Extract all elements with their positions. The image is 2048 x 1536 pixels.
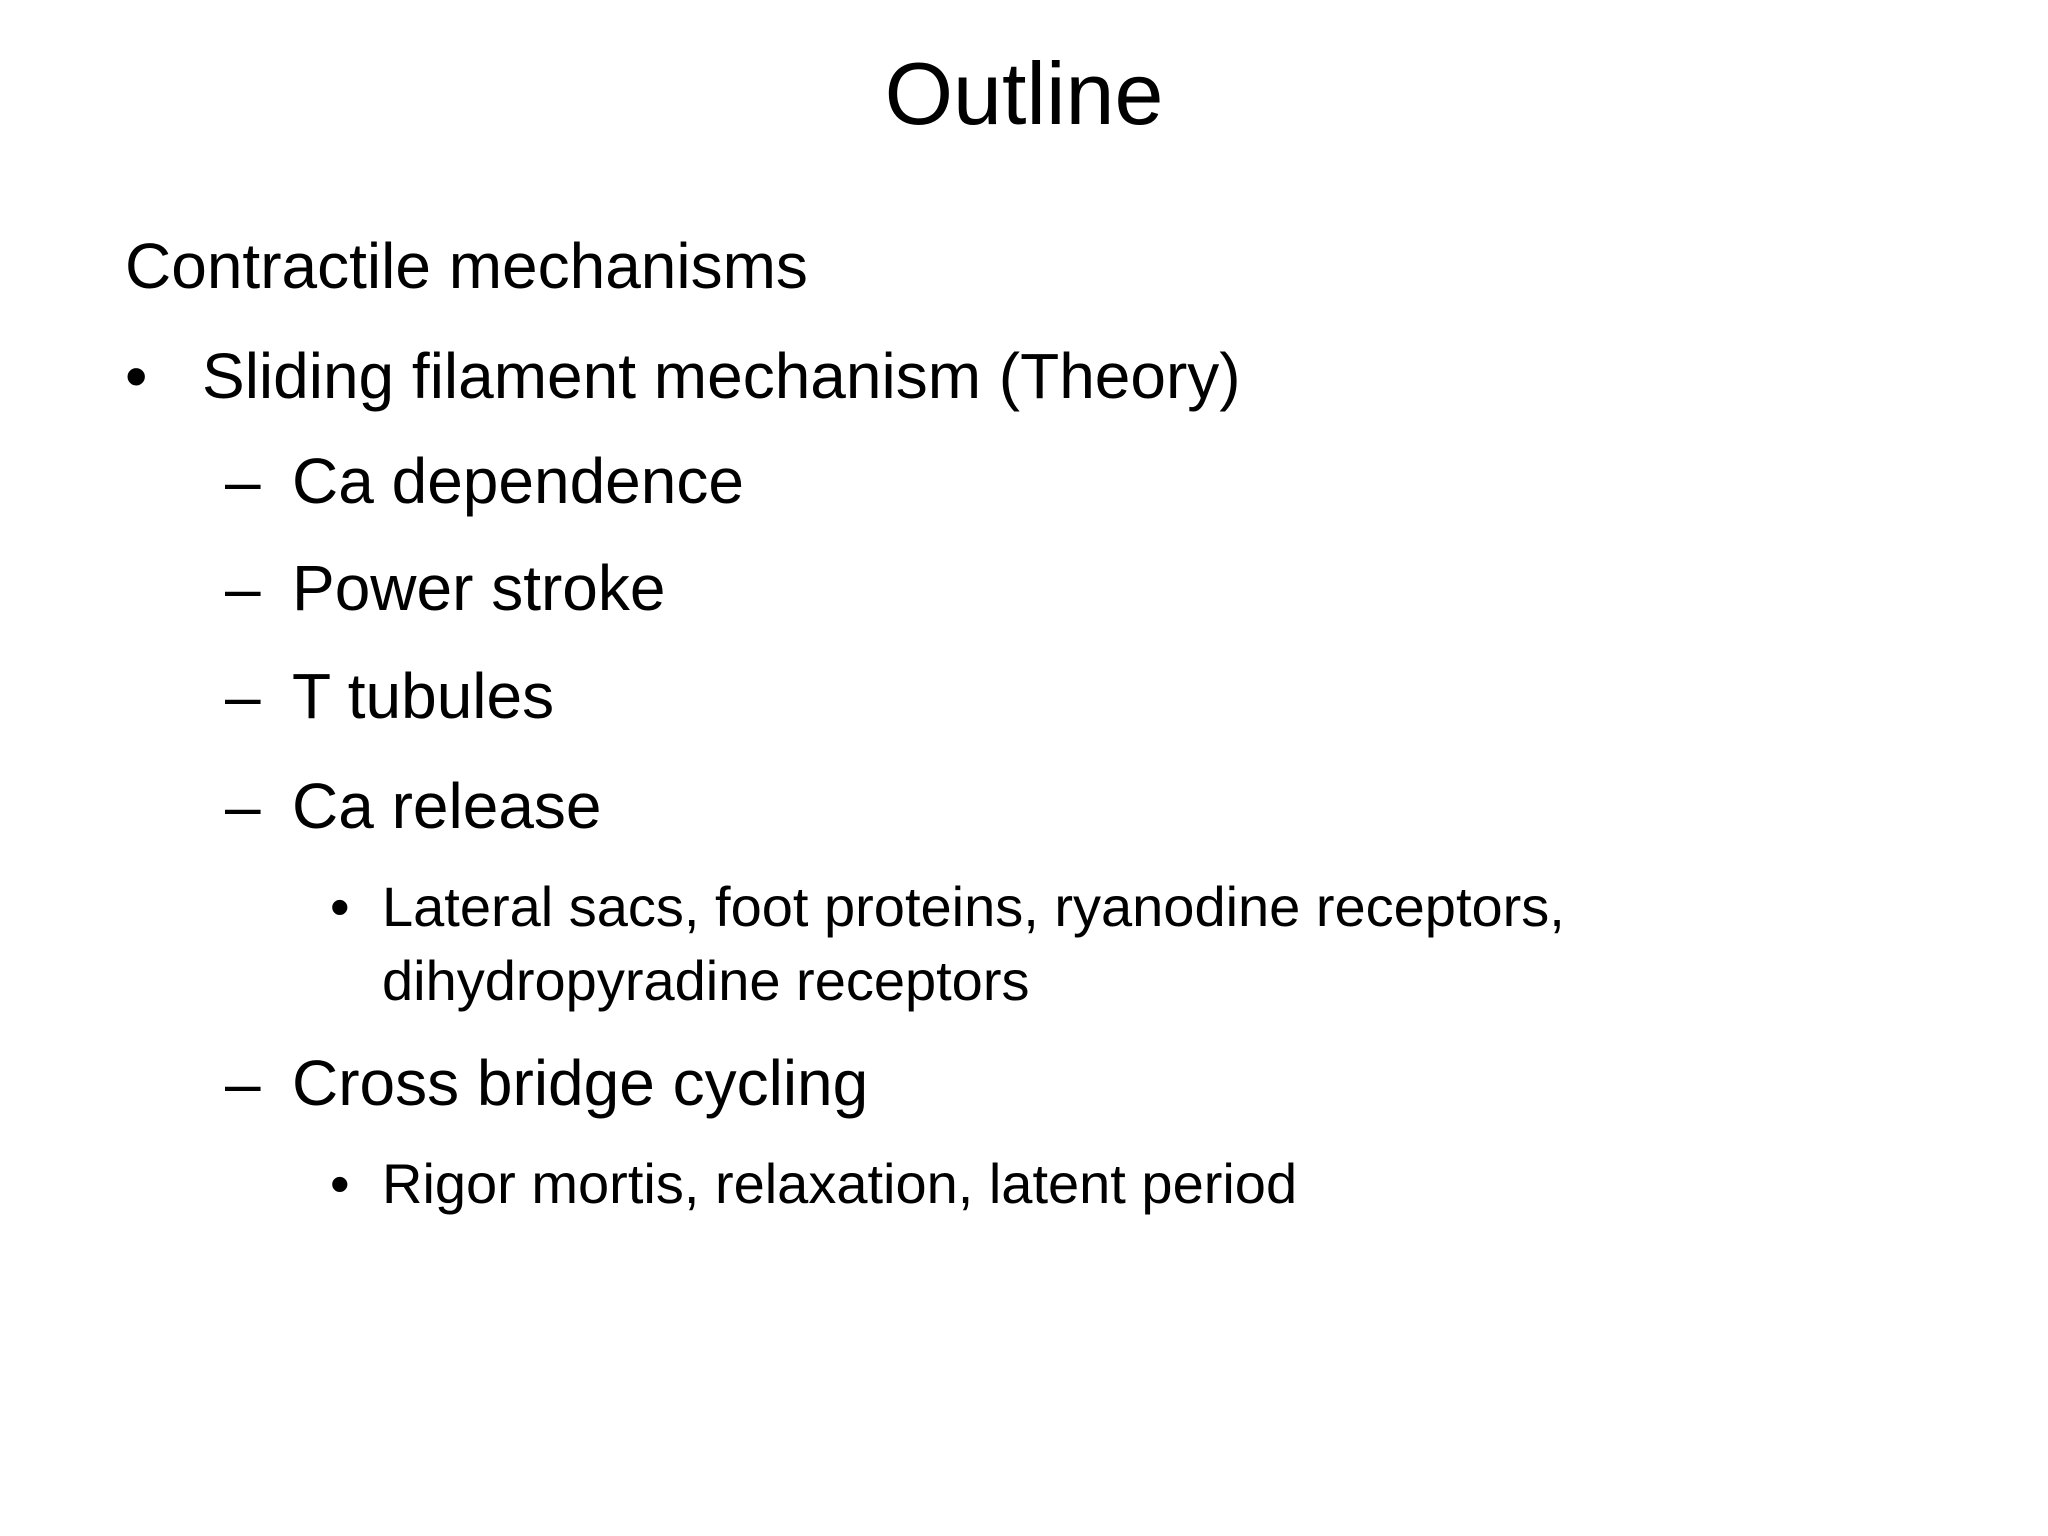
dash-symbol: – <box>225 1047 261 1119</box>
dash-symbol: – <box>225 445 261 517</box>
slide-title: Outline <box>884 44 1164 143</box>
dash-symbol: – <box>225 770 261 842</box>
list-item-ca-release: Ca release <box>292 770 602 842</box>
bullet-symbol: • <box>330 1152 350 1215</box>
list-item-power-stroke: Power stroke <box>292 552 666 624</box>
dash-symbol: – <box>225 660 261 732</box>
list-item-ca-release-detail: Lateral sacs, foot proteins, ryanodine receptors, dihydropyradine receptors <box>382 875 1565 1012</box>
list-item-ca-dependence: Ca dependence <box>292 445 744 517</box>
list-item-cross-bridge-detail: Rigor mortis, relaxation, latent period <box>382 1152 1298 1215</box>
list-item-cross-bridge-cycling: Cross bridge cycling <box>292 1047 869 1119</box>
list-item-sliding-filament: Sliding filament mechanism (Theory) <box>202 340 1241 412</box>
list-item-t-tubules: T tubules <box>292 660 555 732</box>
bullet-symbol: • <box>330 875 350 938</box>
bullet-symbol: • <box>125 340 148 412</box>
dash-symbol: – <box>225 552 261 624</box>
intro-heading: Contractile mechanisms <box>125 230 808 302</box>
